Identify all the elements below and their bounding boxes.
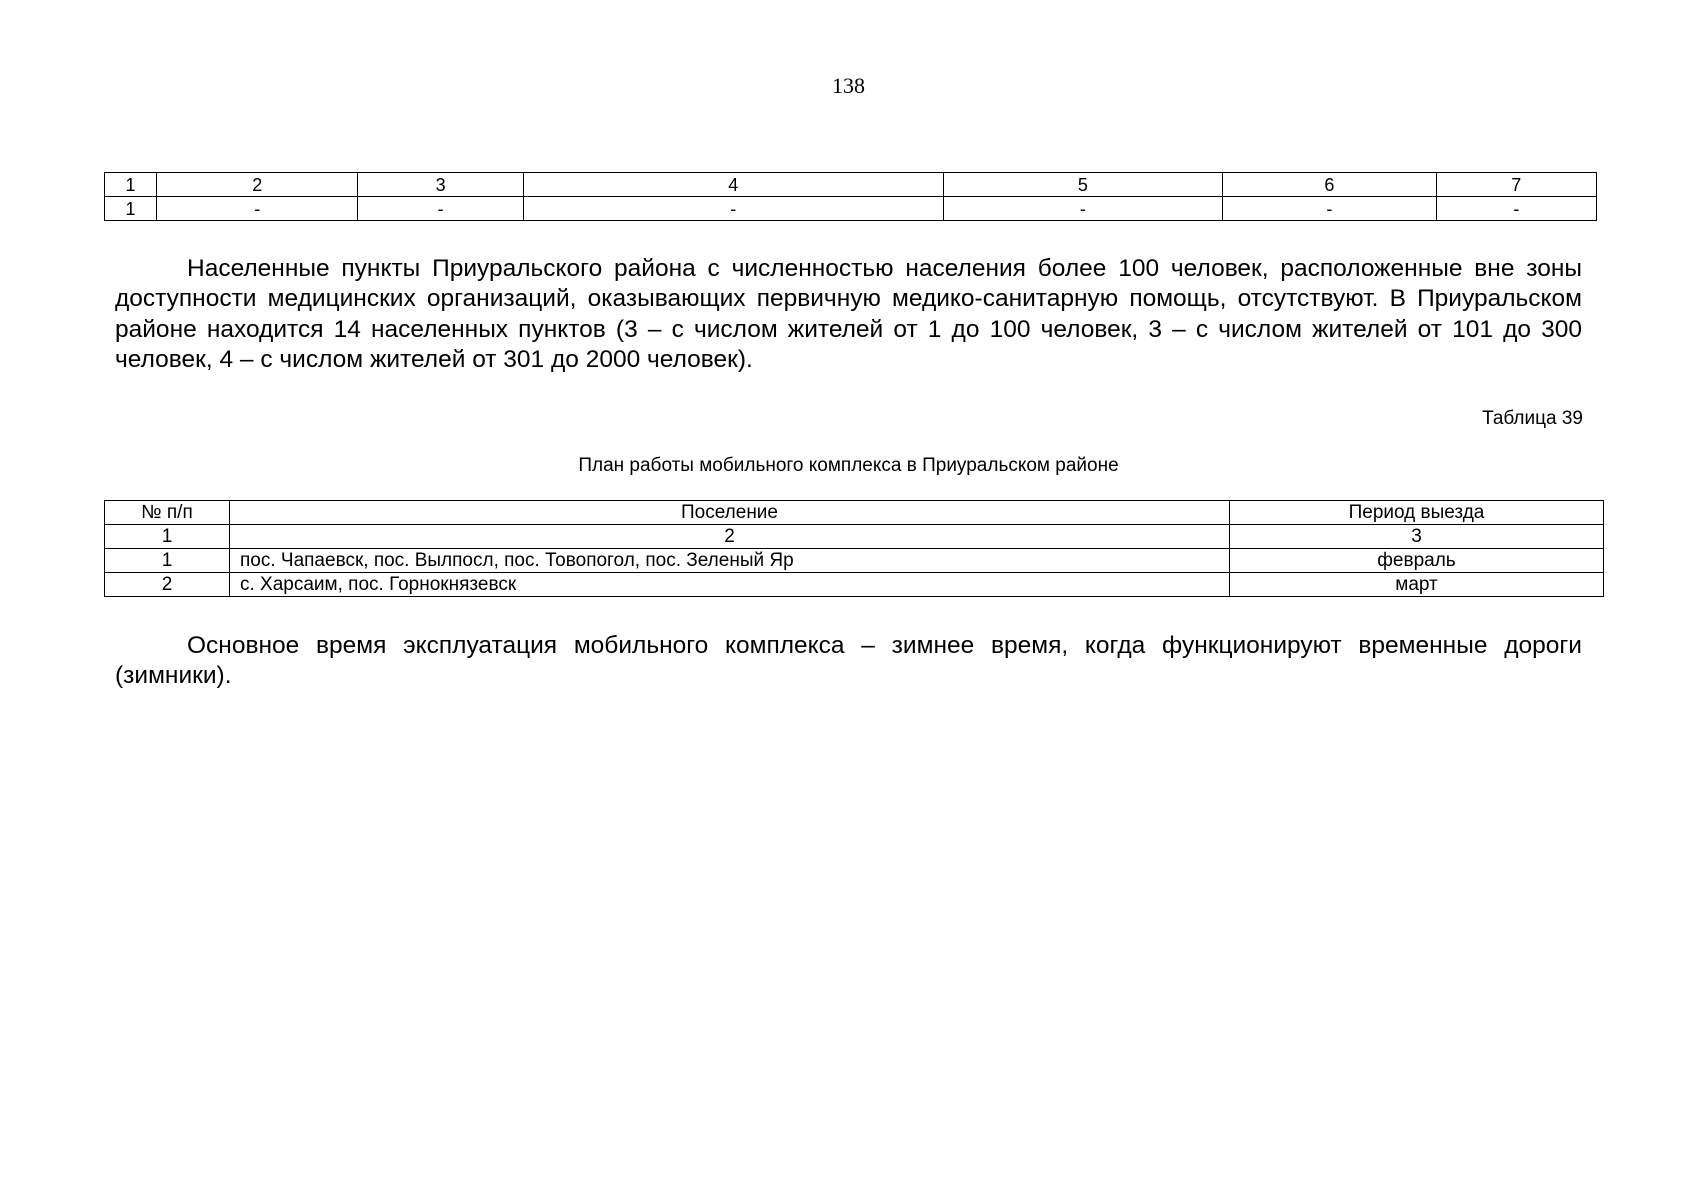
table-cell: 1 <box>105 197 157 221</box>
table-cell: 4 <box>523 173 943 197</box>
table-cell: 5 <box>943 173 1223 197</box>
table-row <box>105 573 1604 597</box>
table-title: План работы мобильного комплекса в Приуральском районе <box>578 455 1119 476</box>
table-cell: - <box>157 197 358 221</box>
table-row <box>105 197 1597 221</box>
table-cell: - <box>523 197 943 221</box>
table-cell: 6 <box>1223 173 1436 197</box>
continued-table <box>104 172 1597 221</box>
column-header-settlement: Поселение <box>230 501 1230 525</box>
table-cell: - <box>1436 197 1596 221</box>
table-cell: 2 <box>157 173 358 197</box>
period-cell: март <box>1230 573 1604 597</box>
body-paragraph: Основное время эксплуатация мобильного комплекса – зимнее время, когда функционируют временные дороги (зимники). <box>115 632 1582 690</box>
table-cell: - <box>358 197 523 221</box>
table-cell: 1 <box>105 525 230 549</box>
table-row <box>105 549 1604 573</box>
page-number: 138 <box>832 73 865 98</box>
row-number-cell: 2 <box>105 573 230 597</box>
row-number-cell: 1 <box>105 549 230 573</box>
period-cell: февраль <box>1230 549 1604 573</box>
body-paragraph: Населенные пункты Приуральского района с численностью населения более 100 человек, расположенные вне зоны доступности медицинских организаций, оказывающих первичную медико-санитарную помощь, отсутствуют. В Приуральском районе находится 14 населенных пунктов (3 – с числом жителей от 1 до 100 человек, 3 – с числом жителей от 101 до 300 человек, 4 – с числом жителей от 301 до 2000 человек). <box>115 255 1582 373</box>
table-cell: 7 <box>1436 173 1596 197</box>
table-cell: - <box>943 197 1223 221</box>
table-cell: 3 <box>358 173 523 197</box>
table-number-label: Таблица 39 <box>1482 408 1583 429</box>
table-cell: - <box>1223 197 1436 221</box>
table-cell: 1 <box>105 173 157 197</box>
table-cell: 2 <box>230 525 1230 549</box>
settlement-cell: пос. Чапаевск, пос. Вылпосл, пос. Товопогол, пос. Зеленый Яр <box>230 549 1230 573</box>
column-header-period: Период выезда <box>1230 501 1604 525</box>
table-column-numbers-row <box>105 173 1597 197</box>
column-header-number: № п/п <box>105 501 230 525</box>
table-column-numbers-row <box>105 525 1604 549</box>
mobile-complex-schedule-table <box>104 500 1604 597</box>
table-header-row <box>105 501 1604 525</box>
settlement-cell: с. Харсаим, пос. Горнокнязевск <box>230 573 1230 597</box>
table-cell: 3 <box>1230 525 1604 549</box>
